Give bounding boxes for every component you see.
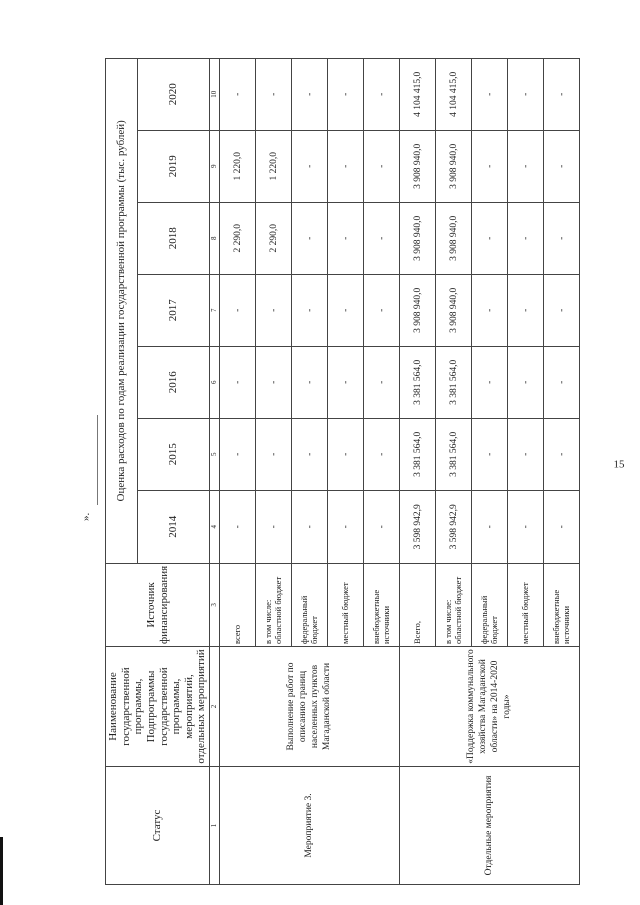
value-cell: - [256, 418, 292, 490]
value-cell: - [364, 274, 400, 346]
table-row [400, 58, 436, 884]
value-cell: - [292, 274, 328, 346]
page-number: 15 [613, 458, 625, 471]
closing-quote: ». [80, 512, 92, 521]
value-cell: - [472, 346, 508, 418]
value-cell: - [292, 130, 328, 202]
value-cell: 3 908 940,0 [436, 202, 472, 274]
value-cell: - [364, 202, 400, 274]
value-cell: - [220, 58, 256, 130]
value-cell: - [292, 346, 328, 418]
column-number: 8 [210, 202, 220, 274]
value-cell: 4 104 415,0 [400, 58, 436, 130]
value-cell: - [220, 418, 256, 490]
name-cell: Выполнение работ по описанию границ населенных пунктов Магаданской области [220, 647, 400, 767]
source-header: Источник финансирования [106, 563, 210, 646]
source-cell: местный бюджет [508, 563, 544, 646]
year-header: 2014 [137, 490, 209, 563]
value-cell: - [472, 130, 508, 202]
value-cell: - [472, 274, 508, 346]
column-number: 6 [210, 346, 220, 418]
value-cell: - [472, 58, 508, 130]
value-cell: - [256, 274, 292, 346]
value-cell: - [544, 274, 580, 346]
year-header: 2017 [137, 274, 209, 346]
value-cell: 1 220,0 [256, 130, 292, 202]
year-header: 2016 [137, 346, 209, 418]
value-cell: 1 220,0 [220, 130, 256, 202]
value-cell: - [328, 202, 364, 274]
value-cell: - [472, 202, 508, 274]
value-cell: 3 598 942,9 [400, 490, 436, 563]
year-header: 2020 [137, 58, 209, 130]
value-cell: - [544, 490, 580, 563]
value-cell: - [364, 490, 400, 563]
column-number: 7 [210, 274, 220, 346]
value-cell: 3 598 942,9 [436, 490, 472, 563]
value-cell: - [328, 346, 364, 418]
value-cell: 3 381 564,0 [400, 346, 436, 418]
value-cell: 3 908 940,0 [436, 274, 472, 346]
value-cell: - [364, 130, 400, 202]
value-cell: - [256, 490, 292, 563]
value-cell: - [508, 346, 544, 418]
value-cell: - [328, 130, 364, 202]
value-cell: - [328, 58, 364, 130]
column-number-row [210, 58, 220, 884]
value-cell: - [364, 58, 400, 130]
year-header: 2019 [137, 130, 209, 202]
value-cell: 3 908 940,0 [400, 130, 436, 202]
value-cell: - [508, 490, 544, 563]
source-cell: местный бюджет [328, 563, 364, 646]
value-cell: 3 381 564,0 [436, 346, 472, 418]
value-cell: - [364, 418, 400, 490]
column-number: 10 [210, 58, 220, 130]
column-number: 5 [210, 418, 220, 490]
year-header: 2015 [137, 418, 209, 490]
source-cell: всего [220, 563, 256, 646]
value-cell: - [472, 490, 508, 563]
column-number: 1 [210, 767, 220, 885]
value-cell: - [220, 274, 256, 346]
value-cell: 3 381 564,0 [436, 418, 472, 490]
value-cell: - [328, 274, 364, 346]
value-cell: 4 104 415,0 [436, 58, 472, 130]
value-cell: 2 290,0 [256, 202, 292, 274]
value-cell: - [292, 490, 328, 563]
estimate-header: Оценка расходов по годам реализации государственной программы (тыс. рублей) [106, 58, 138, 563]
source-cell: в том числе: областной бюджет [436, 563, 472, 646]
name-header: Наименование государственной программы, Подпрограммы государственной программы, мероприятий, отдельных мероприятий [106, 647, 210, 767]
value-cell: - [544, 418, 580, 490]
value-cell: - [220, 490, 256, 563]
value-cell: - [256, 58, 292, 130]
scan-edge-mark [0, 837, 3, 905]
value-cell: - [256, 346, 292, 418]
status-header: Статус [106, 767, 210, 885]
value-cell: 3 908 940,0 [400, 202, 436, 274]
source-cell: в том числе: областной бюджет [256, 563, 292, 646]
source-cell: внебюджетные источники [544, 563, 580, 646]
value-cell: - [364, 346, 400, 418]
table-row [220, 58, 256, 884]
budget-table [105, 58, 580, 885]
value-cell: - [544, 202, 580, 274]
source-cell: Всего, [400, 563, 436, 646]
source-cell: федеральный бюджет [472, 563, 508, 646]
name-cell: «Поддержка коммунального хозяйства Магаданской области» на 2014-2020 годы» [400, 647, 580, 767]
value-cell: - [220, 346, 256, 418]
value-cell: 2 290,0 [220, 202, 256, 274]
value-cell: - [472, 418, 508, 490]
source-cell: федеральный бюджет [292, 563, 328, 646]
value-cell: 3 908 940,0 [400, 274, 436, 346]
value-cell: - [292, 202, 328, 274]
column-number: 2 [210, 647, 220, 767]
value-cell: - [508, 58, 544, 130]
column-number: 9 [210, 130, 220, 202]
column-number: 4 [210, 490, 220, 563]
value-cell: 3 908 940,0 [436, 130, 472, 202]
status-cell: Отдельные мероприятия [400, 767, 580, 885]
value-cell: - [508, 202, 544, 274]
value-cell: - [328, 418, 364, 490]
value-cell: - [292, 418, 328, 490]
value-cell: - [544, 346, 580, 418]
value-cell: - [544, 58, 580, 130]
footer-rule [97, 415, 98, 505]
value-cell: 3 381 564,0 [400, 418, 436, 490]
column-number: 3 [210, 563, 220, 646]
value-cell: - [292, 58, 328, 130]
value-cell: - [508, 274, 544, 346]
source-cell: внебюджетные источники [364, 563, 400, 646]
year-header: 2018 [137, 202, 209, 274]
value-cell: - [508, 130, 544, 202]
value-cell: - [328, 490, 364, 563]
value-cell: - [508, 418, 544, 490]
status-cell: Мероприятие 3. [220, 767, 400, 885]
value-cell: - [544, 130, 580, 202]
